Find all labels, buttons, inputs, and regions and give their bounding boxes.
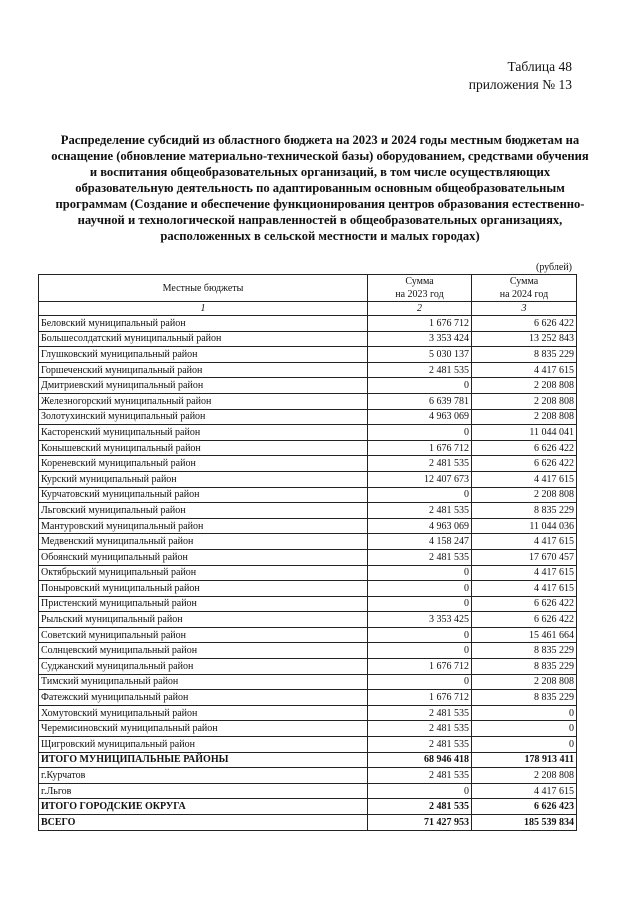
budget-name-cell: Пристенский муниципальный район bbox=[39, 596, 368, 612]
column-numbers-row bbox=[39, 302, 577, 316]
amount-2023-cell: 2 481 535 bbox=[368, 362, 472, 378]
budget-name-cell: Беловский муниципальный район bbox=[39, 316, 368, 332]
amount-2024-cell: 0 bbox=[472, 705, 577, 721]
amount-2024-cell: 0 bbox=[472, 721, 577, 737]
column-header-2024-line2: на 2024 год bbox=[499, 289, 549, 300]
table-row bbox=[39, 581, 577, 597]
subsidy-table bbox=[38, 274, 577, 831]
table-row bbox=[39, 596, 577, 612]
total-districts-row bbox=[39, 752, 577, 768]
table-row bbox=[39, 674, 577, 690]
budget-name-cell: Горшеченский муниципальный район bbox=[39, 362, 368, 378]
column-number: 2 bbox=[368, 302, 472, 316]
amount-2023-cell: 2 481 535 bbox=[368, 549, 472, 565]
budget-name-cell: Обоянский муниципальный район bbox=[39, 549, 368, 565]
amount-2024-cell: 4 417 615 bbox=[472, 471, 577, 487]
column-header-2024 bbox=[472, 275, 577, 302]
amount-2023-cell: 1 676 712 bbox=[368, 659, 472, 675]
budget-name-cell: Поныровский муниципальный район bbox=[39, 581, 368, 597]
amount-2024-cell: 4 417 615 bbox=[472, 362, 577, 378]
budget-name-cell: Щигровский муниципальный район bbox=[39, 737, 368, 753]
budget-name-cell: Фатежский муниципальный район bbox=[39, 690, 368, 706]
budget-name-cell: ИТОГО МУНИЦИПАЛЬНЫЕ РАЙОНЫ bbox=[39, 752, 368, 768]
amount-2023-cell: 2 481 535 bbox=[368, 721, 472, 737]
amount-2023-cell: 4 963 069 bbox=[368, 409, 472, 425]
amount-2024-cell: 4 417 615 bbox=[472, 783, 577, 799]
amount-2023-cell: 4 158 247 bbox=[368, 534, 472, 550]
budget-name-cell: Хомутовский муниципальный район bbox=[39, 705, 368, 721]
budget-name-cell: Дмитриевский муниципальный район bbox=[39, 378, 368, 394]
table-row bbox=[39, 425, 577, 441]
amount-2024-cell: 11 044 041 bbox=[472, 425, 577, 441]
amount-2024-cell: 6 626 423 bbox=[472, 799, 577, 815]
budget-name-cell: Октябрьский муниципальный район bbox=[39, 565, 368, 581]
amount-2024-cell: 2 208 808 bbox=[472, 378, 577, 394]
amount-2024-cell: 17 670 457 bbox=[472, 549, 577, 565]
budget-name-cell: Глушковский муниципальный район bbox=[39, 347, 368, 363]
table-row bbox=[39, 643, 577, 659]
amount-2023-cell: 0 bbox=[368, 596, 472, 612]
table-row bbox=[39, 690, 577, 706]
budget-name-cell: Касторенский муниципальный район bbox=[39, 425, 368, 441]
table-row bbox=[39, 659, 577, 675]
total-cities-row bbox=[39, 799, 577, 815]
budget-name-cell: Тимский муниципальный район bbox=[39, 674, 368, 690]
amount-2024-cell: 6 626 422 bbox=[472, 316, 577, 332]
unit-label: (рублей) bbox=[535, 262, 572, 273]
amount-2024-cell: 2 208 808 bbox=[472, 674, 577, 690]
amount-2023-cell: 3 353 424 bbox=[368, 331, 472, 347]
amount-2023-cell: 0 bbox=[368, 487, 472, 503]
budget-name-cell: ИТОГО ГОРОДСКИЕ ОКРУГА bbox=[39, 799, 368, 815]
table-row bbox=[39, 487, 577, 503]
amount-2024-cell: 15 461 664 bbox=[472, 627, 577, 643]
column-header-2023-line1: Сумма bbox=[405, 276, 434, 287]
amount-2023-cell: 3 353 425 bbox=[368, 612, 472, 628]
budget-name-cell: Мантуровский муниципальный район bbox=[39, 518, 368, 534]
amount-2024-cell: 6 626 422 bbox=[472, 440, 577, 456]
table-row bbox=[39, 549, 577, 565]
table-row bbox=[39, 534, 577, 550]
budget-name-cell: Черемисиновский муниципальный район bbox=[39, 721, 368, 737]
table-row bbox=[39, 347, 577, 363]
amount-2024-cell: 6 626 422 bbox=[472, 596, 577, 612]
budget-name-cell: г.Льгов bbox=[39, 783, 368, 799]
amount-2024-cell: 178 913 411 bbox=[472, 752, 577, 768]
table-row bbox=[39, 627, 577, 643]
budget-name-cell: Конышевский муниципальный район bbox=[39, 440, 368, 456]
amount-2024-cell: 8 835 229 bbox=[472, 659, 577, 675]
budget-name-cell: Советский муниципальный район bbox=[39, 627, 368, 643]
column-number: 1 bbox=[39, 302, 368, 316]
table-row bbox=[39, 783, 577, 799]
amount-2024-cell: 185 539 834 bbox=[472, 815, 577, 831]
amount-2024-cell: 6 626 422 bbox=[472, 456, 577, 472]
amount-2024-cell: 6 626 422 bbox=[472, 612, 577, 628]
amount-2023-cell: 1 676 712 bbox=[368, 316, 472, 332]
amount-2024-cell: 8 835 229 bbox=[472, 503, 577, 519]
budget-name-cell: Курчатовский муниципальный район bbox=[39, 487, 368, 503]
table-row bbox=[39, 721, 577, 737]
amount-2023-cell: 2 481 535 bbox=[368, 799, 472, 815]
table-row bbox=[39, 409, 577, 425]
column-number: 3 bbox=[472, 302, 577, 316]
amount-2024-cell: 8 835 229 bbox=[472, 347, 577, 363]
amount-2023-cell: 0 bbox=[368, 783, 472, 799]
appendix-label: приложения № 13 bbox=[468, 77, 572, 92]
amount-2024-cell: 4 417 615 bbox=[472, 534, 577, 550]
table-row bbox=[39, 393, 577, 409]
table-reference bbox=[469, 58, 572, 94]
amount-2024-cell: 2 208 808 bbox=[472, 768, 577, 784]
table-row bbox=[39, 471, 577, 487]
amount-2024-cell: 4 417 615 bbox=[472, 565, 577, 581]
amount-2023-cell: 0 bbox=[368, 581, 472, 597]
table-row bbox=[39, 440, 577, 456]
amount-2023-cell: 2 481 535 bbox=[368, 503, 472, 519]
budget-name-cell: ВСЕГО bbox=[39, 815, 368, 831]
table-row bbox=[39, 768, 577, 784]
budget-name-cell: Большесолдатский муниципальный район bbox=[39, 331, 368, 347]
amount-2023-cell: 0 bbox=[368, 565, 472, 581]
amount-2024-cell: 8 835 229 bbox=[472, 690, 577, 706]
amount-2023-cell: 1 676 712 bbox=[368, 690, 472, 706]
table-row bbox=[39, 705, 577, 721]
budget-name-cell: Курский муниципальный район bbox=[39, 471, 368, 487]
budget-name-cell: Рыльский муниципальный район bbox=[39, 612, 368, 628]
table-label: Таблица 48 bbox=[507, 59, 572, 74]
amount-2024-cell: 11 044 036 bbox=[472, 518, 577, 534]
amount-2023-cell: 6 639 781 bbox=[368, 393, 472, 409]
amount-2023-cell: 4 963 069 bbox=[368, 518, 472, 534]
table-row bbox=[39, 316, 577, 332]
column-header-budgets: Местные бюджеты bbox=[39, 275, 368, 302]
amount-2023-cell: 0 bbox=[368, 378, 472, 394]
amount-2024-cell: 13 252 843 bbox=[472, 331, 577, 347]
amount-2023-cell: 5 030 137 bbox=[368, 347, 472, 363]
amount-2024-cell: 8 835 229 bbox=[472, 643, 577, 659]
budget-name-cell: Льговский муниципальный район bbox=[39, 503, 368, 519]
amount-2023-cell: 0 bbox=[368, 643, 472, 659]
table-row bbox=[39, 737, 577, 753]
amount-2023-cell: 2 481 535 bbox=[368, 456, 472, 472]
table-row bbox=[39, 378, 577, 394]
amount-2023-cell: 0 bbox=[368, 674, 472, 690]
budget-name-cell: Железногорский муниципальный район bbox=[39, 393, 368, 409]
grand-total-row bbox=[39, 815, 577, 831]
budget-name-cell: Кореневский муниципальный район bbox=[39, 456, 368, 472]
amount-2023-cell: 2 481 535 bbox=[368, 737, 472, 753]
table-row bbox=[39, 565, 577, 581]
budget-name-cell: Суджанский муниципальный район bbox=[39, 659, 368, 675]
budget-name-cell: Солнцевский муниципальный район bbox=[39, 643, 368, 659]
column-header-2023 bbox=[368, 275, 472, 302]
table-row bbox=[39, 331, 577, 347]
column-header-2024-line1: Сумма bbox=[509, 276, 539, 287]
column-header-2023-line2: на 2023 год bbox=[395, 289, 444, 300]
table-row bbox=[39, 518, 577, 534]
table-row bbox=[39, 503, 577, 519]
amount-2023-cell: 2 481 535 bbox=[368, 705, 472, 721]
table-row bbox=[39, 456, 577, 472]
amount-2024-cell: 2 208 808 bbox=[472, 393, 577, 409]
amount-2023-cell: 0 bbox=[368, 425, 472, 441]
amount-2023-cell: 12 407 673 bbox=[368, 471, 472, 487]
amount-2024-cell: 0 bbox=[472, 737, 577, 753]
budget-name-cell: Золотухинский муниципальный район bbox=[39, 409, 368, 425]
budget-name-cell: Медвенский муниципальный район bbox=[39, 534, 368, 550]
amount-2023-cell: 71 427 953 bbox=[368, 815, 472, 831]
amount-2024-cell: 2 208 808 bbox=[472, 409, 577, 425]
amount-2024-cell: 2 208 808 bbox=[472, 487, 577, 503]
budget-name-cell: г.Курчатов bbox=[39, 768, 368, 784]
amount-2023-cell: 2 481 535 bbox=[368, 768, 472, 784]
amount-2023-cell: 1 676 712 bbox=[368, 440, 472, 456]
amount-2023-cell: 68 946 418 bbox=[368, 752, 472, 768]
document-title: Распределение субсидий из областного бюджета на 2023 и 2024 годы местным бюджетам на оснащение (обновление материально-технической базы) оборудованием, средствами обучения и воспитания общеобразовательных организаций, в том числе осуществляющих образовательную деятельность по адаптированным основным общеобразовательным программам (Создание и обеспечение функционирования центров образования естественно-научной и технологической направленностей в общеобразовательных организациях, расположенных в сельской местности и малых городах) bbox=[51, 133, 589, 243]
amount-2024-cell: 4 417 615 bbox=[472, 581, 577, 597]
amount-2023-cell: 0 bbox=[368, 627, 472, 643]
table-row bbox=[39, 362, 577, 378]
table-row bbox=[39, 612, 577, 628]
